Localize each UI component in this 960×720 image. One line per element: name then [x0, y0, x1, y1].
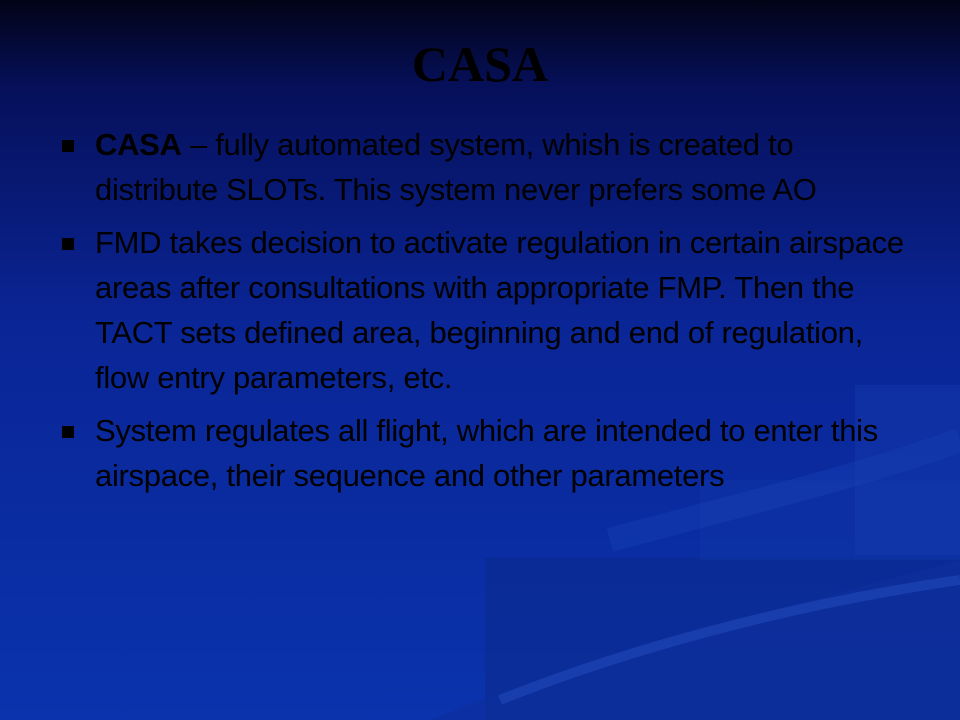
square-bullet-icon [62, 426, 74, 438]
bullet-list [60, 122, 920, 506]
square-bullet-icon [62, 140, 74, 152]
bullet-item [60, 122, 920, 212]
bullet-text: FMD takes decision to activate regulation in certain airspace areas after consultations with appropriate FMP. Then the TACT sets defined area, beginning and end of regulation, flow entry parameters, etc. [95, 225, 904, 395]
bullet-text: – fully automated system, whish is created to distribute SLOTs. This system never prefers some AO [95, 127, 817, 207]
bullet-item [60, 220, 920, 400]
bullet-lead-term: CASA [95, 127, 182, 162]
bullet-item [60, 408, 920, 498]
bullet-text: System regulates all flight, which are intended to enter this airspace, their sequence and other parameters [95, 413, 878, 493]
slide-title: CASA [411, 36, 549, 92]
square-bullet-icon [62, 238, 74, 250]
